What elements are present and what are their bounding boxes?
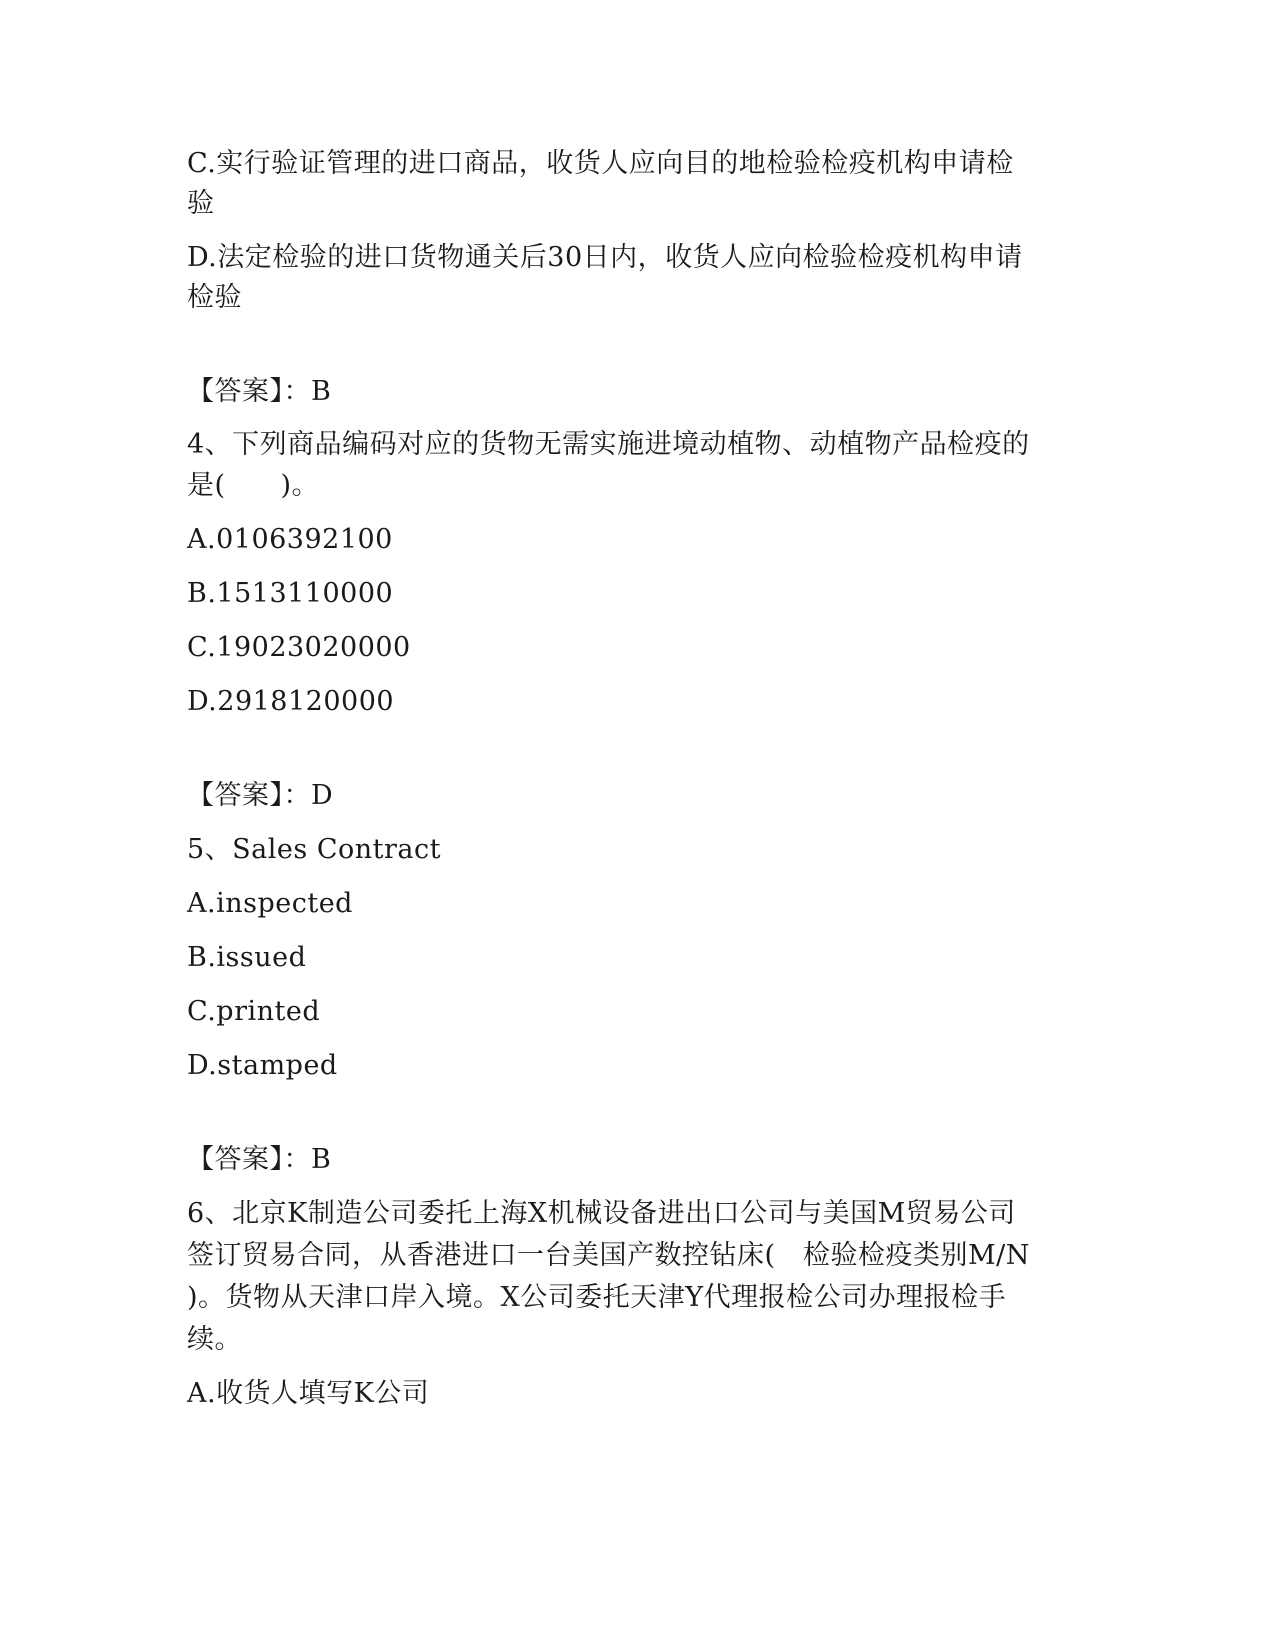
- option-c-text-line-1: C.实行验证管理的进口商品，收货人应向目的地检验检疫机构申请检: [187, 148, 1014, 179]
- question-6-option-a: A.收货人填写K公司: [187, 1378, 430, 1409]
- question-5-option-c: C.printed: [187, 996, 321, 1027]
- answer-label-q4: 【答案】：D: [187, 780, 334, 811]
- question-5-option-d: D.stamped: [187, 1050, 338, 1081]
- question-4-option-c: C.19023020000: [187, 632, 411, 663]
- question-5-stem: 5、Sales Contract: [187, 834, 441, 865]
- question-5-option-a: A.inspected: [187, 888, 353, 919]
- question-6-stem-line-2: 签订贸易合同，从香港进口一台美国产数控钻床( 检验检疫类别M/N: [187, 1240, 1030, 1271]
- question-4-option-a: A.0106392100: [187, 524, 393, 555]
- question-6-stem-line-1: 6、北京K制造公司委托上海X机械设备进出口公司与美国M贸易公司: [187, 1198, 1016, 1229]
- answer-label-q5: 【答案】：B: [187, 1144, 332, 1175]
- option-d-text-line-1: D.法定检验的进口货物通关后30日内，收货人应向检验检疫机构申请: [187, 242, 1023, 273]
- question-4-option-b: B.1513110000: [187, 578, 394, 609]
- question-5-option-b: B.issued: [187, 942, 307, 973]
- option-d-text-line-2: 检验: [187, 282, 242, 313]
- question-6-stem-line-4: 续。: [187, 1324, 242, 1355]
- question-4-option-d: D.2918120000: [187, 686, 395, 717]
- answer-label-q3: 【答案】：B: [187, 376, 332, 407]
- question-6-stem-line-3: )。货物从天津口岸入境。X公司委托天津Y代理报检公司办理报检手: [187, 1282, 1007, 1313]
- question-4-stem-line-1: 4、下列商品编码对应的货物无需实施进境动植物、动植物产品检疫的: [187, 429, 1030, 460]
- option-c-text-line-2: 验: [187, 188, 215, 219]
- question-4-stem-line-2: 是( )。: [187, 470, 320, 501]
